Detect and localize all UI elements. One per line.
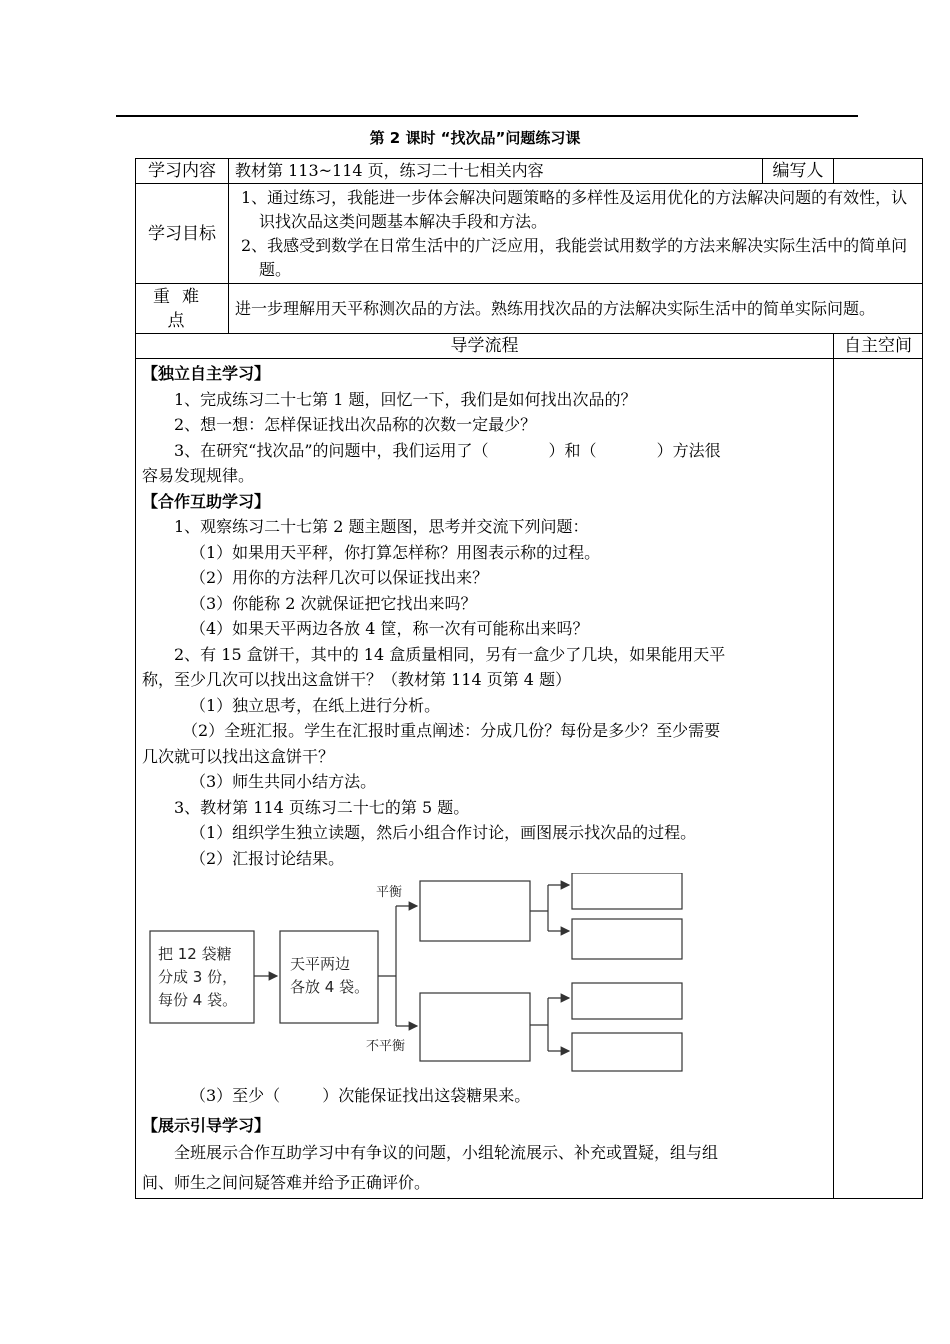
flow-line: （2）汇报讨论结果。 <box>190 848 345 868</box>
diagram-label: 天平两边 <box>290 955 351 973</box>
balanced-label: 平衡 <box>376 885 403 900</box>
flow-header-row <box>136 334 923 359</box>
section-independent-title: 【独立自主学习】 <box>142 364 271 383</box>
lesson-plan-table <box>135 158 923 1199</box>
self-space-cell[interactable] <box>834 359 923 1199</box>
key-label: 重难点 <box>136 284 229 334</box>
flow-line: 容易发现规律。 <box>142 466 255 485</box>
section-showcase-title: 【展示引导学习】 <box>142 1115 271 1135</box>
goal-item: 2、我感受到数学在日常生活中的广泛应用，我能尝试用数学的方法来解决实际生活中的简单问题。 <box>241 235 908 279</box>
flow-line: （1）组织学生独立读题，然后小组合作讨论，画图展示找次品的过程。 <box>190 823 697 842</box>
weigh-box-text <box>290 953 369 999</box>
answer-box[interactable] <box>572 919 682 959</box>
content-label: 学习内容 <box>136 159 229 184</box>
flow-line: 1、观察练习二十七第 2 题主题图，思考并交流下列问题： <box>174 517 589 536</box>
flow-line: （3）师生共同小结方法。 <box>190 772 377 791</box>
weighing-flow-diagram <box>144 873 704 1083</box>
answer-box[interactable] <box>572 873 682 909</box>
flow-line: （3）你能称 2 次就保证把它找出来吗？ <box>190 593 477 613</box>
flow-text: ）和（ <box>548 440 597 460</box>
flow-line-blanks <box>142 438 827 464</box>
diagram-label: 分成 3 份， <box>158 968 238 986</box>
content-row <box>136 159 923 184</box>
content-value: 教材第 113~114 页，练习二十七相关内容 <box>229 159 763 184</box>
key-row <box>136 284 923 334</box>
answer-box[interactable] <box>572 1033 682 1071</box>
flow-line: 2、想一想：怎样保证找出次品称的次数一定最少？ <box>174 415 537 434</box>
key-value: 进一步理解用天平称测次品的方法。熟练用找次品的方法解决实际生活中的简单实际问题。 <box>229 284 923 334</box>
flow-row <box>136 359 923 1199</box>
diagram-label: 把 12 袋糖 <box>158 945 232 963</box>
flow-line: （1）独立思考，在纸上进行分析。 <box>190 695 441 715</box>
flow-line: 称，至少几次可以找出这盒饼干？（教材第 114 页第 4 题） <box>142 670 572 689</box>
author-label: 编写人 <box>763 159 834 184</box>
diagram-label: 每份 4 袋。 <box>158 991 238 1009</box>
page-title: 第 2 课时 “找次品”问题练习课 <box>369 129 581 147</box>
flow-line: （2）全班汇报。学生在汇报时重点阐述：分成几份？每份是多少？至少需要 <box>182 721 721 740</box>
goal-item: 1、通过练习，我能进一步体会解决问题策略的多样性及运用优化的方法解决问题的有效性，认识找次品这类问题基本解决手段和方法。 <box>241 187 908 231</box>
goals-cell <box>229 184 923 284</box>
diagram-label: 各放 4 袋。 <box>290 978 370 996</box>
flow-line: （4）如果天平两边各放 4 筐，称一次有可能称出来吗？ <box>190 619 589 638</box>
author-value[interactable] <box>834 159 923 184</box>
flow-line: 2、有 15 盒饼干，其中的 14 盒质量相同，另有一盒少了几块，如果能用天平 <box>174 644 726 664</box>
flow-line: （2）用你的方法秤几次可以保证找出来？ <box>190 568 489 587</box>
flow-text: ）次能保证找出这袋糖果来。 <box>322 1086 531 1105</box>
flow-text: ）方法很 <box>656 440 721 460</box>
header-rule <box>116 115 858 117</box>
flow-line: 几次就可以找出这盒饼干？ <box>142 746 335 766</box>
balanced-answer-box[interactable] <box>420 881 530 941</box>
flow-line: 3、教材第 114 页练习二十七的第 5 题。 <box>174 797 470 817</box>
goals-label: 学习目标 <box>136 184 229 284</box>
flow-text: 3、在研究“找次品”的问题中，我们运用了（ <box>174 440 489 460</box>
flow-line: （1）如果用天平秤，你打算怎样称？用图表示称的过程。 <box>190 542 601 562</box>
unbalanced-label: 不平衡 <box>366 1039 406 1054</box>
start-box-text <box>158 943 237 1012</box>
answer-box[interactable] <box>572 983 682 1019</box>
flow-line: 间、师生之间问疑答难并给予正确评价。 <box>142 1173 431 1192</box>
unbalanced-answer-box[interactable] <box>420 993 530 1061</box>
space-header: 自主空间 <box>834 334 923 359</box>
flow-line-blanks <box>142 1083 827 1109</box>
flow-line: 全班展示合作互助学习中有争议的问题，小组轮流展示、补充或置疑，组与组 <box>174 1143 719 1162</box>
flow-line: 1、完成练习二十七第 1 题，回忆一下，我们是如何找出次品的？ <box>174 389 637 409</box>
flow-header: 导学流程 <box>136 334 834 359</box>
flow-body <box>136 359 834 1199</box>
section-cooperative-title: 【合作互助学习】 <box>142 491 271 511</box>
flow-text: （3）至少（ <box>190 1086 281 1105</box>
goals-row <box>136 184 923 284</box>
